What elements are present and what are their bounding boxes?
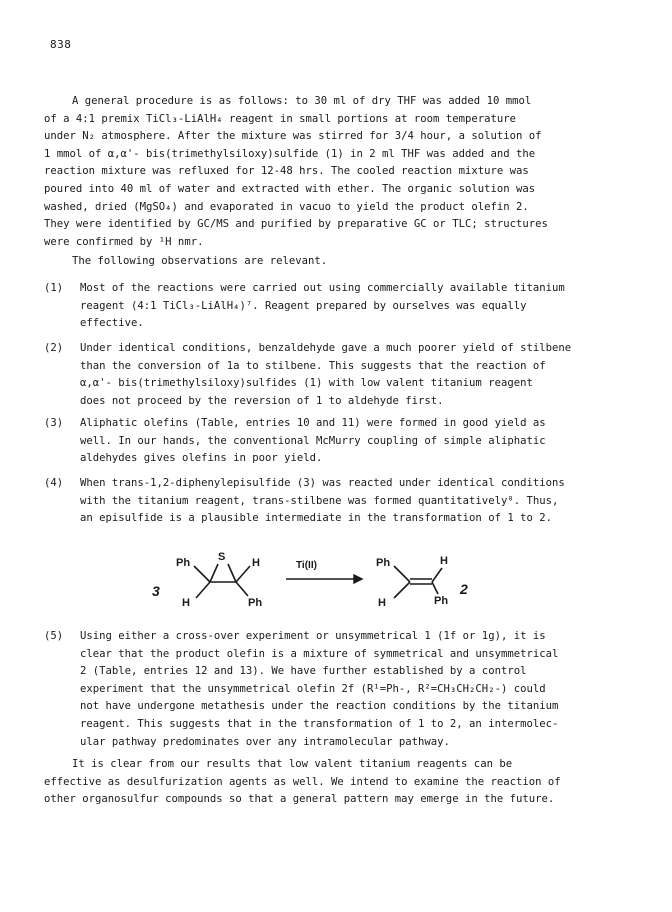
observation-number: (5) <box>44 630 64 642</box>
closing-line: effective as desulfurization agents as well. We intend to examine the reaction of <box>44 775 561 788</box>
ph-label: Ph <box>376 557 391 569</box>
observation-2 <box>44 340 654 410</box>
procedure-line: under N₂ atmosphere. After the mixture was stirred for 3/4 hour, a solution of <box>44 130 542 143</box>
observation-line: clear that the product olefin is a mixture of symmetrical and unsymmetrical <box>80 647 559 660</box>
observation-line: ular pathway predominates over any intramolecular pathway. <box>80 735 450 748</box>
observation-number: (3) <box>44 417 64 429</box>
procedure-line: of a 4:1 premix TiCl₃-LiAlH₄ reagent in small portions at room temperature <box>44 112 516 125</box>
observation-3 <box>44 415 654 468</box>
observation-line: than the conversion of 1a to stilbene. This suggests that the reaction of <box>80 359 546 372</box>
observation-line: α,α'- bis(trimethylsiloxy)sulfides (1) with low valent titanium reagent <box>80 377 533 390</box>
observation-line: Most of the reactions were carried out using commercially available titanium <box>80 282 565 294</box>
reaction-scheme <box>150 548 510 618</box>
observation-line: reagent (4:1 TiCl₃-LiAlH₄)⁷. Reagent prepared by ourselves was equally <box>80 299 527 312</box>
reaction-arrow <box>286 575 362 583</box>
compound-3-label: 3 <box>152 583 160 599</box>
h-label: H <box>252 557 260 569</box>
procedure-line: 1 mmol of α,α'- bis(trimethylsiloxy)sulfide (1) in 2 ml THF was added and the <box>44 147 536 160</box>
observation-5 <box>44 628 654 751</box>
observation-line: Aliphatic olefins (Table, entries 10 and 11) were formed in good yield as <box>80 417 546 429</box>
page-number: 838 <box>50 38 72 51</box>
observation-line: effective. <box>80 317 144 330</box>
observation-number: (2) <box>44 342 64 354</box>
ph-label: Ph <box>434 595 449 607</box>
stilbene-bonds <box>394 566 442 598</box>
observation-line: Using either a cross-over experiment or unsymmetrical 1 (1f or 1g), it is <box>80 630 546 642</box>
procedure-line: washed, dried (MgSO₄) and evaporated in vacuo to yield the product olefin 2. <box>44 200 529 213</box>
compound-2-label: 2 <box>460 581 468 597</box>
observations-intro: The following observations are relevant. <box>72 255 328 267</box>
observation-line: not have undergone metathesis under the reaction conditions by the titanium <box>80 700 559 713</box>
closing-line: It is clear from our results that low valent titanium reagents can be <box>72 758 513 770</box>
reagent-label: Ti(II) <box>296 560 317 571</box>
h-label: H <box>378 597 386 609</box>
observation-line: well. In our hands, the conventional McMurry coupling of simple aliphatic <box>80 434 546 447</box>
ph-label: Ph <box>248 597 263 609</box>
observation-line: When trans-1,2-diphenylepisulfide (3) was reacted under identical conditions <box>80 477 565 489</box>
observation-line: experiment that the unsymmetrical olefin 2f (R¹=Ph-, R²=CH₃CH₂CH₂-) could <box>80 682 546 695</box>
h-label: H <box>440 555 448 567</box>
procedure-line: were confirmed by ¹H nmr. <box>44 235 204 248</box>
procedure-paragraph <box>44 93 648 251</box>
observation-line: with the titanium reagent, trans-stilbene was formed quantitatively⁸. Thus, <box>80 494 559 507</box>
closing-paragraph <box>44 756 648 809</box>
observation-4 <box>44 475 654 528</box>
observation-line: 2 (Table, entries 12 and 13). We have further established by a control <box>80 665 527 678</box>
procedure-line: reaction mixture was refluxed for 12-48 hrs. The cooled reaction mixture was <box>44 165 529 178</box>
observation-line: reagent. This suggests that in the transformation of 1 to 2, an intermolec- <box>80 717 559 730</box>
procedure-line: A general procedure is as follows: to 30 ml of dry THF was added 10 mmol <box>72 95 532 107</box>
observation-line: Under identical conditions, benzaldehyde gave a much poorer yield of stilbene <box>80 342 572 354</box>
observation-line: aldehydes gives olefins in poor yield. <box>80 452 323 465</box>
procedure-line: They were identified by GC/MS and purified by preparative GC or TLC; structures <box>44 218 548 231</box>
observation-1 <box>44 280 654 333</box>
h-label: H <box>182 597 190 609</box>
observation-number: (1) <box>44 282 64 294</box>
episulfide-bonds <box>194 564 250 598</box>
ph-label: Ph <box>176 557 191 569</box>
observation-number: (4) <box>44 477 64 489</box>
closing-line: other organosulfur compounds so that a general pattern may emerge in the future. <box>44 793 555 806</box>
observation-line: does not proceed by the reversion of 1 to aldehyde first. <box>80 394 444 407</box>
sulfur-label: S <box>218 551 226 563</box>
observation-line: an episulfide is a plausible intermediate in the transformation of 1 to 2. <box>80 512 552 525</box>
procedure-line: poured into 40 ml of water and extracted with ether. The organic solution was <box>44 182 536 195</box>
